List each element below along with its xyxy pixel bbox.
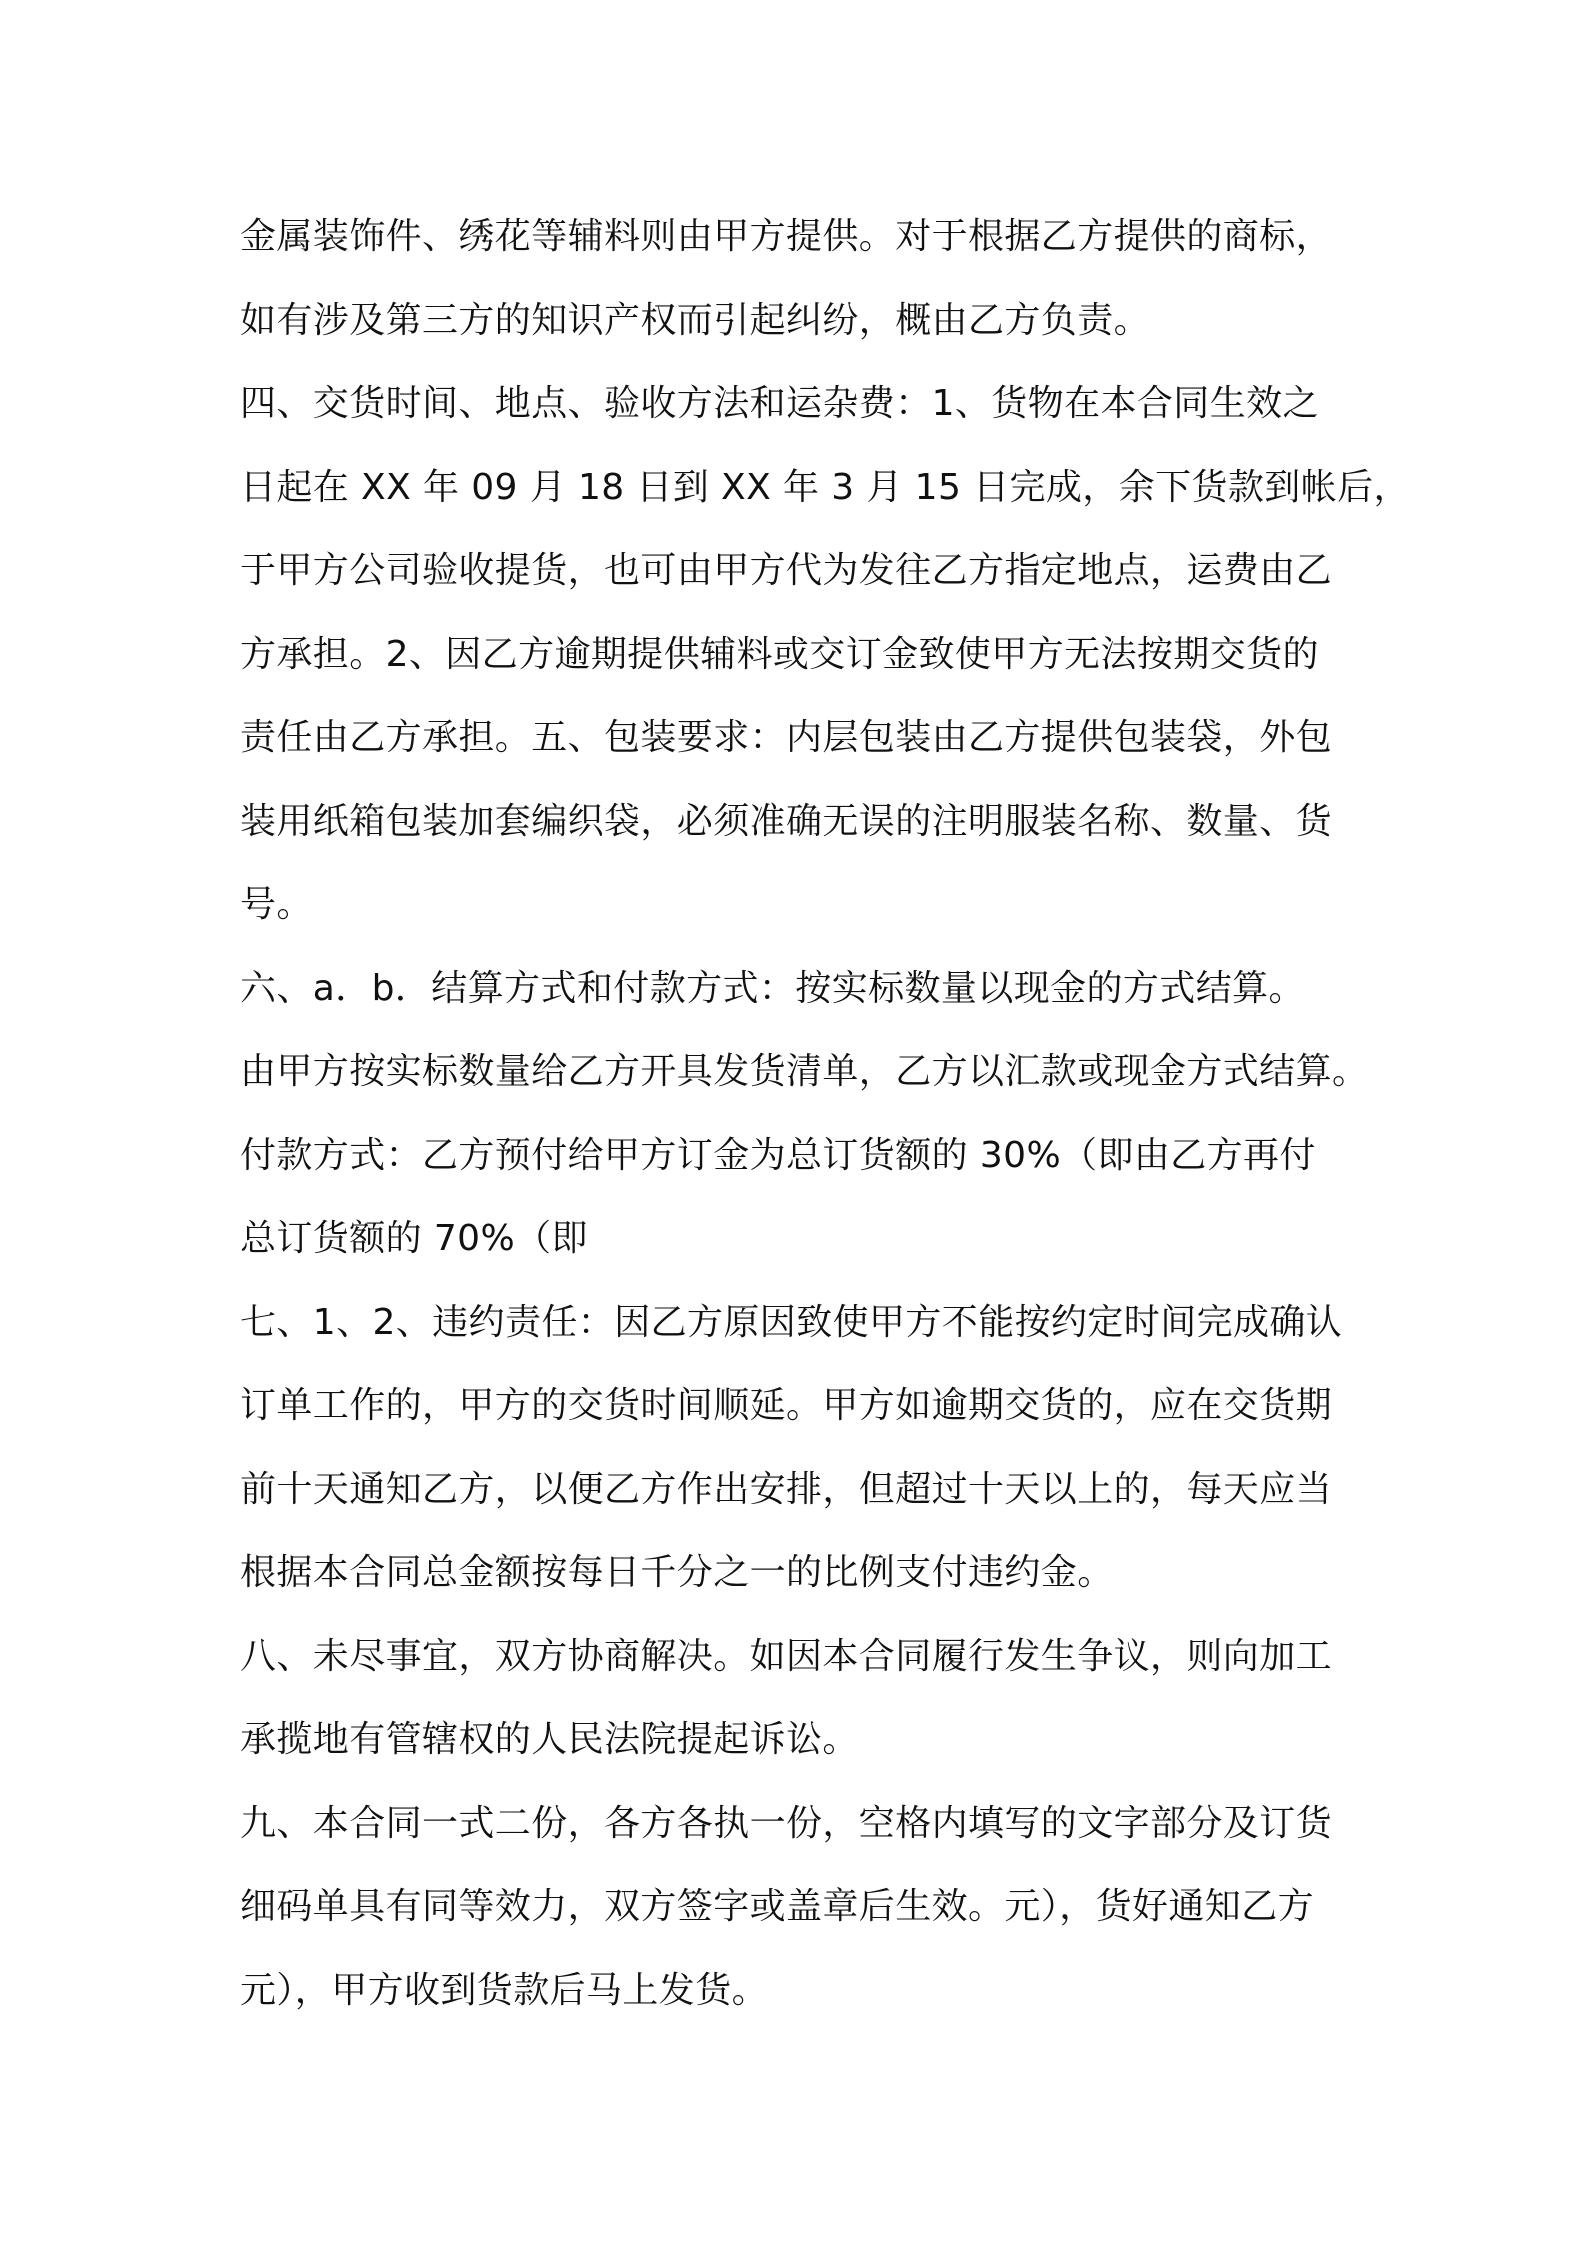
text-line: 六、a．b．结算方式和付款方式：按实标数量以现金的方式结算。: [240, 967, 1305, 1009]
text-line: 细码单具有同等效力，双方签字或盖章后生效。元），货好通知乙方: [240, 1886, 1315, 1927]
text-line: 八、未尽事宜，双方协商解决。如因本合同履行发生争议，则向加工: [240, 1635, 1333, 1677]
text-line: 九、本合同一式二份，各方各执一份，空格内填写的文字部分及订货: [240, 1802, 1333, 1844]
text-line: 由甲方按实标数量给乙方开具发货清单，乙方以汇款或现金方式结算。: [240, 1051, 1369, 1092]
text-line: 装用纸箱包装加套编织袋，必须准确无误的注明服装名称、数量、货: [240, 800, 1333, 842]
document-body: [240, 195, 1410, 2032]
text-line: 承揽地有管辖权的人民法院提起诉讼。: [240, 1719, 859, 1760]
text-line: 元），甲方收到货款后马上发货。: [240, 1969, 769, 2011]
text-line: 金属装饰件、绣花等辅料则由甲方提供。对于根据乙方提供的商标，: [240, 216, 1333, 257]
text-line: 如有涉及第三方的知识产权而引起纠纷，概由乙方负责。: [240, 299, 1151, 341]
text-line: 根据本合同总金额按每日千分之一的比例支付违约金。: [240, 1552, 1114, 1593]
text-line: 付款方式：乙方预付给甲方订金为总订货额的 30%（即由乙方再付: [240, 1134, 1316, 1176]
text-line: 前十天通知乙方，以便乙方作出安排，但超过十天以上的，每天应当: [240, 1468, 1333, 1510]
text-line: 订单工作的，甲方的交货时间顺延。甲方如逾期交货的，应在交货期: [240, 1385, 1333, 1426]
text-line: 于甲方公司验收提货，也可由甲方代为发往乙方指定地点，运费由乙: [240, 550, 1333, 591]
text-line: 总订货额的 70%（即: [240, 1218, 588, 1259]
text-line: 号。: [240, 884, 313, 925]
text-line: 四、交货时间、地点、验收方法和运杂费：1、货物在本合同生效之: [240, 383, 1319, 424]
text-line: 日起在 XX 年 09 月 18 日到 XX 年 3 月 15 日完成，余下货款到帐后，: [240, 466, 1410, 508]
text-line: 七、1、2、违约责任：因乙方原因致使甲方不能按约定时间完成确认: [240, 1301, 1343, 1343]
text-line: 责任由乙方承担。五、包装要求：内层包装由乙方提供包装袋，外包: [240, 717, 1333, 758]
text-line: 方承担。2、因乙方逾期提供辅料或交订金致使甲方无法按期交货的: [240, 633, 1319, 675]
